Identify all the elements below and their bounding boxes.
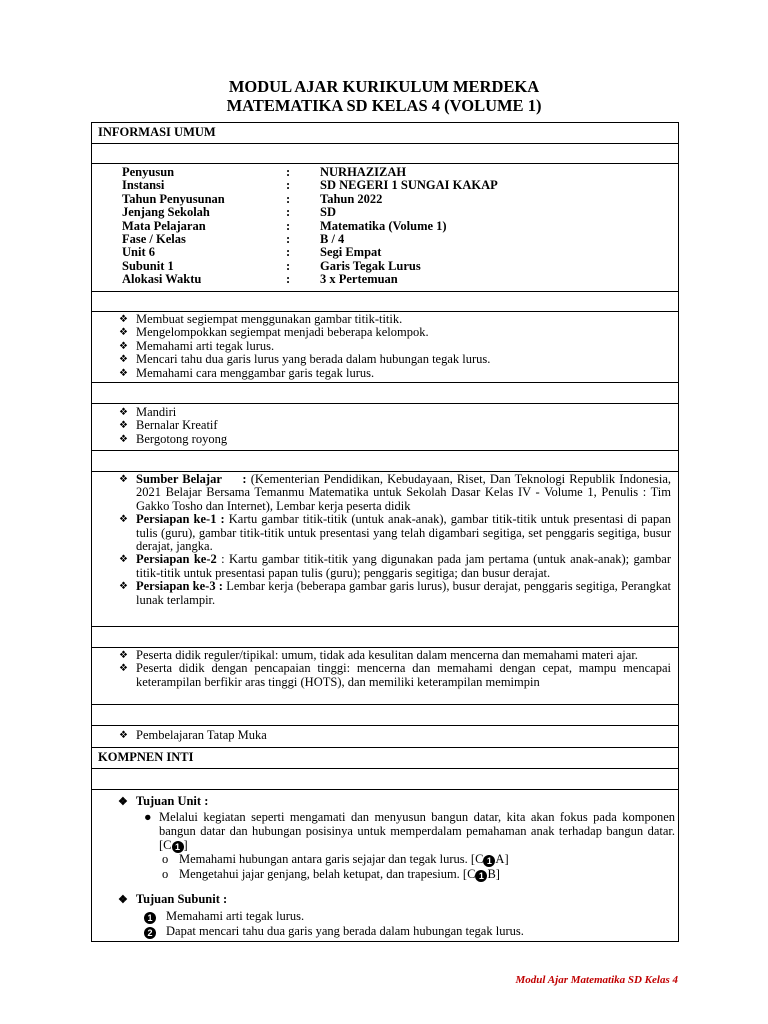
resource-label: Sumber Belajar : [136, 472, 247, 486]
identity-row: Subunit 1 : Garis Tegak Lurus [122, 258, 421, 273]
empty-header-row [92, 705, 678, 726]
empty-header-row [92, 451, 678, 472]
bullet-dot-icon: ● [144, 810, 152, 824]
identity-row: Mata Pelajaran : Matematika (Volume 1) [122, 218, 447, 233]
model-cell [92, 726, 678, 748]
number-circle-icon: 1 [475, 870, 487, 882]
number-circle-icon: 1 [144, 912, 156, 924]
list-item: ❖ Membuat segiempat menggunakan gambar titik-titik. [116, 313, 671, 326]
list-item: ❖ Bernalar Kreatif [116, 419, 671, 432]
resource-text: Lembar kerja (beberapa gambar garis lurus), busur derajat, penggaris segitiga, Perangkat lunak terlampir. [136, 579, 671, 607]
resource-text: : Kartu gambar titik-titik yang digunakan pada jam pertama (untuk anak-anak); gambar titik-titik untuk presentasi papan tulis (guru); penggaris segitiga; dan busur derajat. [136, 552, 671, 580]
identity-row-frame [92, 164, 678, 292]
list-item [116, 513, 671, 553]
list-item: ❖ Mengelompokkan segiempat menjadi beberapa kelompok. [116, 326, 671, 339]
list-item: ❖ Memahami cara menggambar garis tegak lurus. [116, 367, 671, 380]
list-item: ❖ Peserta didik dengan pencapaian tinggi: mencerna dan memahami dengan cepat, mampu mencapai keterampilan berfikir aras tinggi (HOTS), dan memiliki keterampilan memimpin [116, 662, 671, 689]
empty-row [92, 144, 678, 164]
empty-header-row [92, 627, 678, 648]
competency-list [116, 313, 671, 380]
list-item: ❖ Mandiri [116, 406, 671, 419]
number-circle-icon: 2 [144, 927, 156, 939]
resource-label: Persiapan ke-3 : [136, 579, 223, 594]
list-item: o Memahami hubungan antara garis sejajar dan tegak lurus. [C 1 A] [162, 852, 509, 866]
identity-row: Fase / Kelas : B / 4 [122, 231, 345, 246]
list-item: ❖ Pembelajaran Tatap Muka [116, 729, 671, 742]
resources-list [116, 473, 671, 607]
identity-row: Alokasi Waktu : 3 x Pertemuan [122, 272, 398, 287]
identity-row: Instansi : SD NEGERI 1 SUNGAI KAKAP [122, 178, 498, 193]
document-title-line2: MATEMATIKA SD KELAS 4 (VOLUME 1) [226, 96, 542, 115]
page-footer: Modul Ajar Matematika SD Kelas 4 [515, 974, 678, 986]
section-header-komponen-inti: KOMPNEN INTI [92, 748, 678, 769]
list-item: 2 Dapat mencari tahu dua garis yang berada dalam hubungan tegak lurus. [144, 924, 524, 939]
subunit-goal-list [144, 909, 524, 939]
diamond-bullet-icon: ❖ [118, 894, 128, 906]
module-table [91, 122, 679, 942]
empty-header-row [92, 383, 678, 404]
section-header-informasi-umum: INFORMASI UMUM [92, 123, 678, 144]
identity-row: Penyusun : NURHAZIZAH [122, 165, 407, 179]
resource-label: Persiapan ke-1 : [136, 512, 225, 527]
list-item [116, 580, 671, 607]
circle-bullet-icon: o [162, 867, 169, 881]
identity-row: Tahun Penyusunan : Tahun 2022 [122, 191, 383, 206]
unit-goal-bullet: ● Melalui kegiatan seperti mengamati dan menyusun bangun datar, kita akan fokus pada komponen bangun datar dan hubungan posisinya untuk memperdalam pemahaman anak terhadap bangun datar. [C 1 ] [144, 810, 675, 852]
resource-text: (Kementerian Pendidikan, Kebudayaan, Riset, Dan Teknologi Republik Indonesia, 2021 Belajar Bersama Temanmu Matematika untuk Sekolah Dasar Kelas IV - Volume 1, Penulis : Tim Gakko Tosho dan Internet), Lembar kerja peserta didik [136, 472, 671, 513]
resource-text: Kartu gambar titik-titik (untuk anak-anak), gambar titik-titik untuk presentasi di papan tulis (guru), gambar titik-titik untuk presentasi yang telah digambari segitiga, set penggaris segitiga, busur derajat, jangka. [136, 512, 671, 554]
targets-cell [92, 648, 678, 705]
subunit-goal-heading: ❖ Tujuan Subunit : [118, 892, 228, 906]
profile-cell [92, 404, 678, 451]
list-item: ❖ Bergotong royong [116, 433, 671, 446]
diamond-bullet-icon: ❖ [118, 796, 128, 808]
resource-label: Persiapan ke-2 [136, 552, 217, 567]
empty-row [92, 769, 678, 790]
number-circle-icon: 1 [172, 841, 184, 853]
unit-goal-heading: ❖ Tujuan Unit : [118, 794, 209, 808]
list-item: 1 Memahami arti tegak lurus. [144, 909, 524, 924]
list-item: o Mengetahui jajar genjang, belah ketupat, dan trapesium. [C 1 B] [162, 867, 500, 881]
profile-list [116, 406, 671, 446]
empty-header-row [92, 292, 678, 312]
circle-bullet-icon: o [162, 852, 169, 866]
unit-goal-sub-list [162, 852, 509, 882]
list-item: ❖ Mencari tahu dua garis lurus yang berada dalam hubungan tegak lurus. [116, 353, 671, 366]
document-title-line1: MODUL AJAR KURIKULUM MERDEKA [228, 77, 540, 96]
number-circle-icon: 1 [483, 855, 495, 867]
list-item [116, 553, 671, 580]
competency-cell [92, 312, 678, 383]
resources-cell [92, 472, 678, 627]
list-item: ❖ Memahami arti tegak lurus. [116, 340, 671, 353]
targets-list [116, 649, 671, 689]
list-item [116, 473, 671, 513]
goals-cell [92, 790, 678, 941]
identity-row: Jenjang Sekolah : SD [122, 205, 336, 220]
identity-row: Unit 6 : Segi Empat [122, 245, 382, 260]
list-item: ❖ Peserta didik reguler/tipikal: umum, tidak ada kesulitan dalam mencerna dan memahami materi ajar. [116, 649, 671, 662]
model-list [116, 729, 671, 742]
